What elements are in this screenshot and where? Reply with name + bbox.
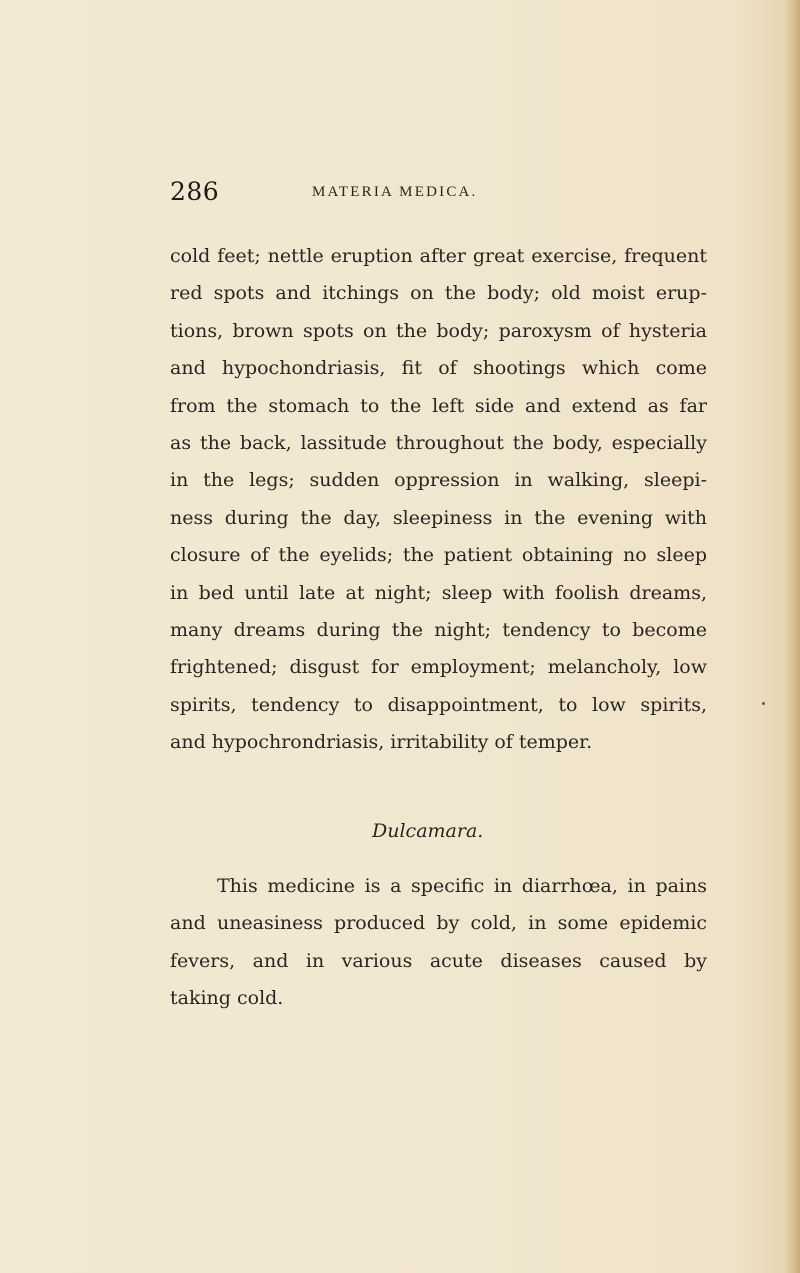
text-line: in the legs; sudden oppression in walking, sleepi- bbox=[170, 469, 707, 492]
text-line: taking cold. bbox=[170, 987, 284, 1010]
text-line: and hypochondriasis, fit of shootings which come bbox=[170, 357, 707, 380]
text-line: from the stomach to the left side and extend as far bbox=[170, 394, 707, 417]
text-line: frightened; disgust for employment; melancholy, low bbox=[170, 656, 707, 679]
text-line: cold feet; nettle eruption after great exercise, frequent bbox=[170, 245, 707, 267]
page-number: 286 bbox=[170, 177, 220, 206]
text-line: This medicine is a specific in diarrhœa, in pains bbox=[217, 875, 707, 897]
running-head: MATERIA MEDICA. bbox=[312, 184, 478, 200]
page-edge-shadow bbox=[784, 0, 800, 1273]
text-line: spirits, tendency to disappointment, to low spirits, bbox=[170, 693, 707, 716]
text-line: in bed until late at night; sleep with foolish dreams, bbox=[170, 581, 707, 604]
text-line: closure of the eyelids; the patient obtaining no sleep bbox=[170, 544, 707, 567]
text-line: red spots and itchings on the body; old moist erup- bbox=[170, 282, 707, 305]
section-title: Dulcamara. bbox=[372, 820, 484, 842]
paragraph-dulcamara bbox=[170, 868, 707, 1018]
text-line: as the back, lassitude throughout the body, especially bbox=[170, 431, 707, 454]
text-line: tions, brown spots on the body; paroxysm of hysteria bbox=[170, 319, 707, 342]
text-line: fevers, and in various acute diseases caused by bbox=[170, 949, 707, 972]
ink-speck bbox=[762, 702, 765, 705]
paragraph-symptoms bbox=[170, 238, 707, 842]
text-line: and hypochrondriasis, irritability of temper. bbox=[170, 731, 593, 754]
text-line: ness during the day, sleepiness in the evening with bbox=[170, 506, 707, 529]
page-header bbox=[170, 177, 730, 217]
text-line: many dreams during the night; tendency to become bbox=[170, 618, 707, 641]
text-line: and uneasiness produced by cold, in some epidemic bbox=[170, 912, 707, 935]
